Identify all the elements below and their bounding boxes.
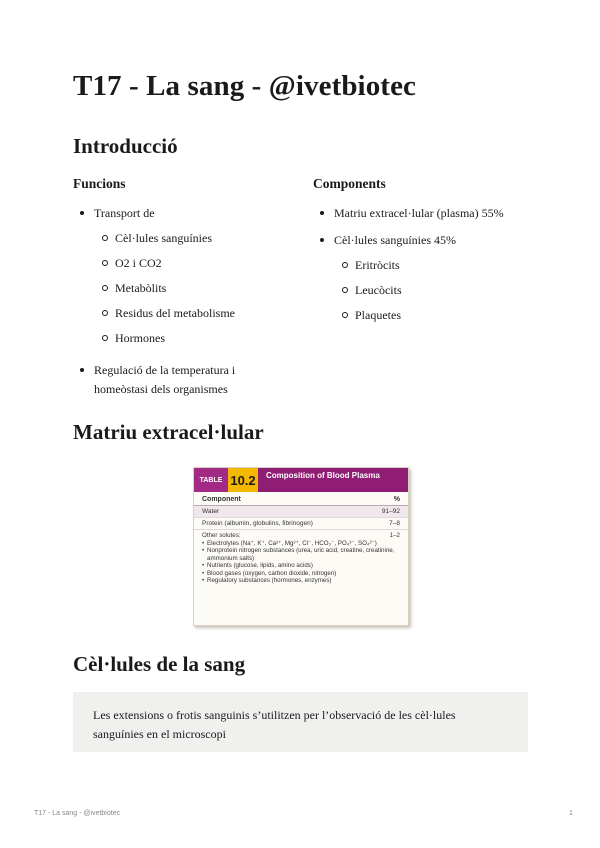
row-label: Water: [202, 508, 220, 515]
list-item: Leucòcits: [334, 281, 523, 300]
funcions-column: [73, 176, 283, 412]
list-item: Residus del metabolisme: [94, 304, 283, 323]
components-list: [313, 204, 523, 325]
cells-sublist: [334, 256, 523, 325]
cells-label: Cèl·lules sanguínies 45%: [334, 233, 456, 247]
solute-item: • Nutrients (glucose, lipids, amino acids): [202, 562, 400, 570]
components-heading: Components: [313, 176, 386, 191]
list-item: Regulació de la temperatura i homeòstasi dels organismes: [73, 361, 264, 399]
list-item: Plaquetes: [334, 306, 523, 325]
blood-plasma-table-image: [193, 467, 409, 626]
list-item: [313, 231, 523, 325]
transport-sublist: [94, 229, 283, 348]
page-number: 1: [569, 810, 573, 817]
section-heading-cellules: Cèl·lules de la sang: [73, 652, 246, 676]
list-item: Metabòlits: [94, 279, 283, 298]
table-number: 10.2: [228, 468, 258, 492]
note-callout: Les extensions o frotis sanguinis s’utilitzen per l’observació de les cèl·lules sanguínies en el microscopi: [73, 692, 528, 752]
list-item: Matriu extracel·lular (plasma) 55%: [313, 204, 523, 223]
solute-item: • Nonprotein nitrogen substances (urea, uric acid, creatine, creatinine, ammonium salts): [202, 547, 400, 562]
other-solutes-label: Other solutes:: [202, 532, 241, 539]
list-item: [73, 204, 283, 348]
other-solutes: [194, 530, 408, 585]
other-solutes-value: 1–2: [389, 532, 400, 539]
funcions-heading: Funcions: [73, 176, 126, 191]
solute-item: • Regulatory substances (hormones, enzymes): [202, 577, 400, 585]
column-percent: %: [393, 496, 400, 503]
transport-label: Transport de: [94, 206, 155, 220]
table-header-band: [194, 468, 408, 492]
list-item: O2 i CO2: [94, 254, 283, 273]
section-heading-matriu: Matriu extracel·lular: [73, 420, 264, 444]
funcions-list: [73, 204, 283, 399]
row-value: 91–92: [381, 508, 400, 515]
table-row: [194, 518, 408, 530]
solute-item: • Electrolytes (Na⁺, K⁺, Ca²⁺, Mg²⁺, Cl⁻, HCO₃⁻, PO₄³⁻, SO₄²⁻): [202, 540, 400, 548]
table-tag: TABLE: [194, 468, 228, 492]
page-title: T17 - La sang - @ivetbiotec: [73, 70, 417, 102]
section-heading-introduccio: Introducció: [73, 134, 178, 158]
footer-title: T17 - La sang - @ivetbiotec: [34, 810, 121, 817]
list-item: Eritròcits: [334, 256, 523, 275]
list-item: Hormones: [94, 329, 283, 348]
row-label: Protein (albumin, globulins, fibrinogen): [202, 520, 313, 527]
components-column: [313, 176, 523, 338]
row-value: 7–8: [389, 520, 400, 527]
table-title: Composition of Blood Plasma: [266, 471, 380, 480]
table-column-headers: [194, 492, 408, 506]
list-item: Cèl·lules sanguínies: [94, 229, 283, 248]
solute-item: • Blood gases (oxygen, carbon dioxide, nitrogen): [202, 570, 400, 578]
column-component: Component: [202, 496, 241, 503]
table-row: [194, 506, 408, 518]
